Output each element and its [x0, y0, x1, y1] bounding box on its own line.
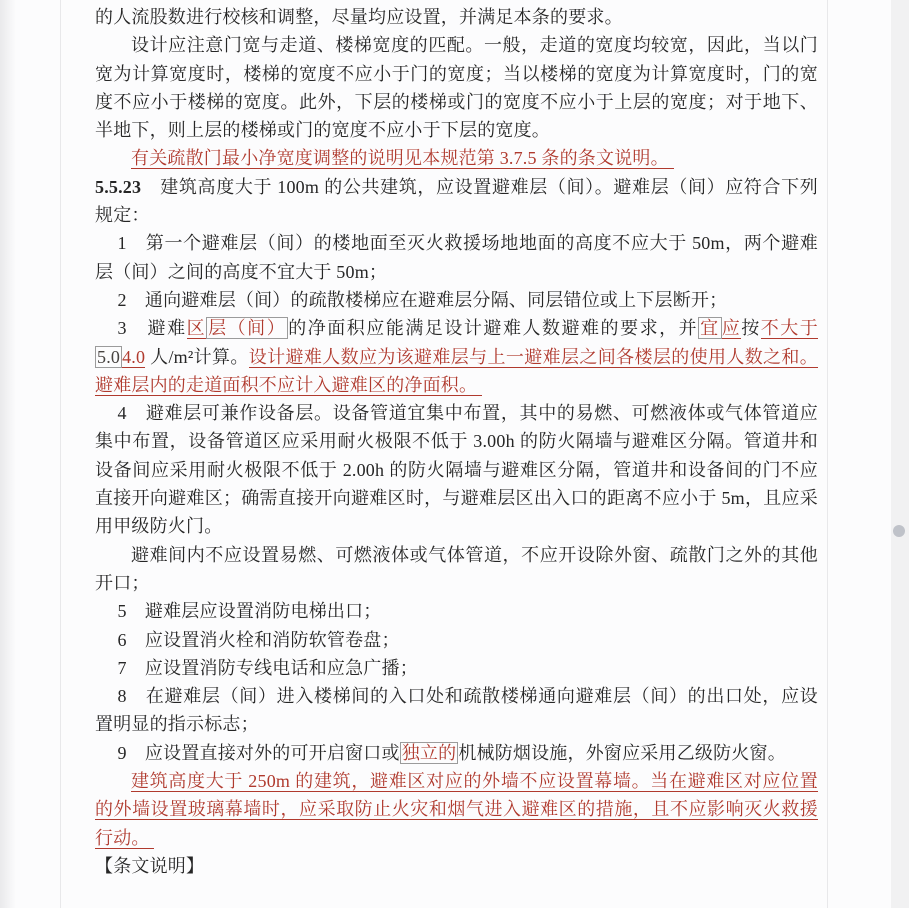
para-continuation [95, 3, 818, 31]
text-run: 避难间内不应设置易燃、可燃液体或气体管道，不应开设除外窗、疏散门之外的其他开口； [95, 544, 818, 593]
para-door-width-commentary [95, 31, 818, 144]
inserted-text: 区 [186, 318, 207, 339]
clause-item-3-revised [95, 314, 818, 399]
inserted-text: 设计避难人数应为该避难层与上一避难层之间各楼层的使用人数之和。避难层内的走道面积不应计入避难区的净面积。 [95, 346, 818, 395]
scroll-indicator-dot[interactable] [893, 525, 905, 537]
deleted-text: 独立的 [401, 742, 457, 763]
clause-item-8 [95, 682, 818, 739]
para-250m-insertion [95, 767, 818, 852]
text-run: 7 应设置消防专线电话和应急广播； [117, 657, 418, 678]
page-left-edge-shade [0, 0, 16, 908]
para-ref-3-7-5 [95, 144, 818, 172]
inserted-text: 建筑高度大于 250m 的建筑，避难区对应的外墙不应设置幕墙。当在避难区对应位置的外墙设置玻璃幕墙时，应采取防止火灾和烟气进入避难区的措施，且不应影响灭火救援行动。 [95, 771, 818, 848]
inserted-text: 4.0 [122, 346, 146, 367]
text-run: 9 应设置直接对外的可开启窗口或 [117, 742, 400, 763]
deleted-text: 宜 [700, 318, 720, 339]
text-run: 设计应注意门宽与走道、楼梯宽度的匹配。一般，走道的宽度均较宽，因此，当以门宽为计算宽度时，楼梯的宽度不应小于门的宽度；当以楼梯的宽度为计算宽度时，门的宽度不应小于楼梯的宽度。此外，下层的楼梯或门的宽度不应小于上层的宽度；对于地下、半地下，则上层的楼梯或门的宽度不应小于下层的宽度。 [95, 35, 818, 141]
inserted-text: 不大于 [760, 318, 819, 339]
text-run: 2 通向避难层（间）的疏散楼梯应在避难层分隔、同层错位或上下层断开； [117, 289, 728, 310]
clause-item-1 [95, 229, 818, 286]
inserted-text: 有关疏散门最小净宽度调整的说明见本规范第 3.7.5 条的条文说明。 [131, 148, 674, 169]
para-item-4-continuation [95, 541, 818, 598]
clause-item-7 [95, 654, 818, 682]
text-run: 8 在避难层（间）进入楼梯间的入口处和疏散楼梯通向避难层（间）的出口处，应设置明显的指示标志； [95, 686, 818, 735]
text-run: 机械防烟设施，外窗应采用乙级防火窗。 [458, 742, 786, 763]
text-run: 的净面积应能满足设计避难人数避难的要求，并 [288, 318, 699, 339]
text-run: 5 避难层应设置消防电梯出口； [117, 601, 382, 622]
clause-item-5 [95, 597, 818, 625]
inserted-text: 应 [721, 318, 742, 339]
text-run: 建筑高度大于 100m 的公共建筑，应设置避难层（间）。避难层（间）应符合下列规定： [95, 176, 818, 226]
deleted-text: 5.0 [97, 346, 121, 367]
text-run: 【条文说明】 [95, 855, 205, 876]
text-run: 的人流股数进行校核和调整，尽量均应设置，并满足本条的要求。 [95, 7, 623, 27]
clause-item-9-revised [95, 739, 818, 767]
text-run: 3 避难 [117, 318, 187, 339]
clause-item-2 [95, 286, 818, 314]
text-run: 按 [741, 318, 761, 339]
text-run: 6 应设置消火栓和消防软管卷盘； [117, 629, 400, 650]
document-body [95, 3, 818, 880]
para-commentary-label [95, 852, 818, 880]
margin-guide-line-left [60, 0, 61, 908]
clause-item-4 [95, 399, 818, 540]
margin-guide-line-right [827, 0, 828, 908]
deleted-text: 层（间） [208, 318, 287, 339]
text-run: 4 避难层可兼作设备层。设备管道宜集中布置，其中的易燃、可燃液体或气体管道应集中布置，设备管道区应采用耐火极限不低于 3.00h 的防火隔墙与避难区分隔。管道井和设备间应采用耐火极限不低于 2.00h 的防火隔墙与避难区分隔，管道井和设备间的门不应直接开向避难区；确需直接开向避难区时，与避难层区出入口的距离不应小于 5m，且应采用甲级防火门。 [95, 403, 818, 537]
text-run: 人/m²计算。 [145, 346, 249, 367]
clause-5-5-23 [95, 173, 818, 230]
clause-number: 5.5.23 [95, 176, 142, 197]
text-run: 1 第一个避难层（间）的楼地面至灭火救援场地地面的高度不应大于 50m，两个避难层（间）之间的高度不宜大于 50m； [95, 233, 818, 282]
scrollbar-track[interactable] [891, 0, 909, 908]
clause-item-6 [95, 626, 818, 654]
